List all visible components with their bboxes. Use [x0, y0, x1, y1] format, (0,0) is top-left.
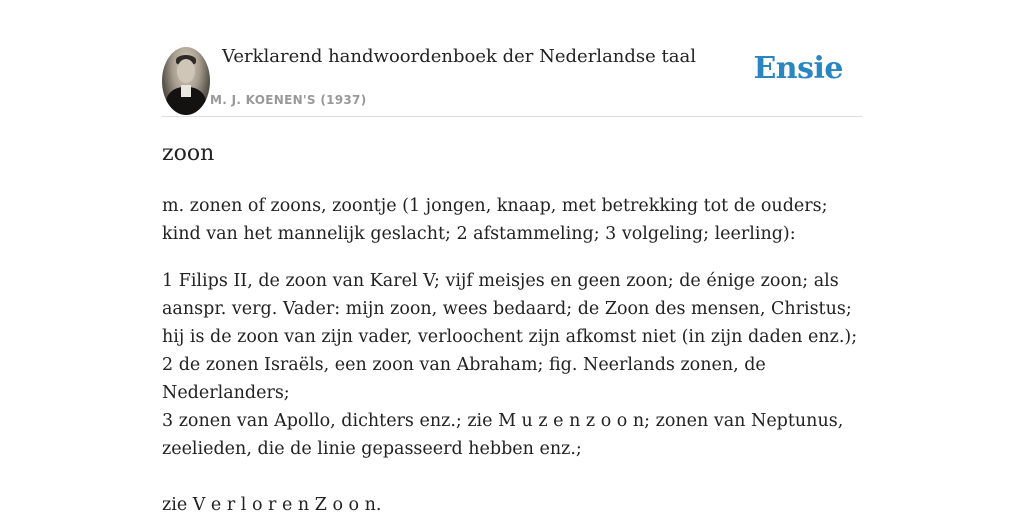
- grammar-line: m. zonen of zoons, zoontje (1 jongen, knaap, met betrekking tot de ouders; kind van het mannelijk geslacht; 2 afstammeling; 3 volgeling; leerling):: [162, 196, 828, 244]
- see-also: zie V e r l o r e n Z o o n.: [162, 495, 382, 515]
- entry-headword: zoon: [162, 141, 215, 166]
- definition-1: 1 Filips II, de zoon van Karel V; vijf meisjes en geen zoon; de énige zoon; als aanspr. verg. Vader: mijn zoon, wees bedaard; de Zoon des mensen, Christus; hij is de zoon van zijn vader, verloochent zijn afkomst niet (in zijn daden enz.);: [162, 271, 858, 347]
- definition-2: 2 de zonen Israëls, een zoon van Abraham; fig. Neerlands zonen, de Nederlanders;: [162, 355, 766, 403]
- brand-logo[interactable]: Ensie: [753, 51, 843, 86]
- entry-body: [162, 192, 862, 519]
- book-title[interactable]: Verklarend handwoordenboek der Nederlandse taal: [222, 46, 696, 67]
- author-portrait: [162, 47, 210, 115]
- site-header: [162, 0, 862, 117]
- definition-3: 3 zonen van Apollo, dichters enz.; zie M u z e n z o o n; zonen van Neptunus, zeelieden, die de linie gepasseerd hebben enz.;: [162, 411, 844, 459]
- page: [162, 0, 862, 515]
- author-label: M. J. KOENEN'S (1937): [210, 93, 367, 107]
